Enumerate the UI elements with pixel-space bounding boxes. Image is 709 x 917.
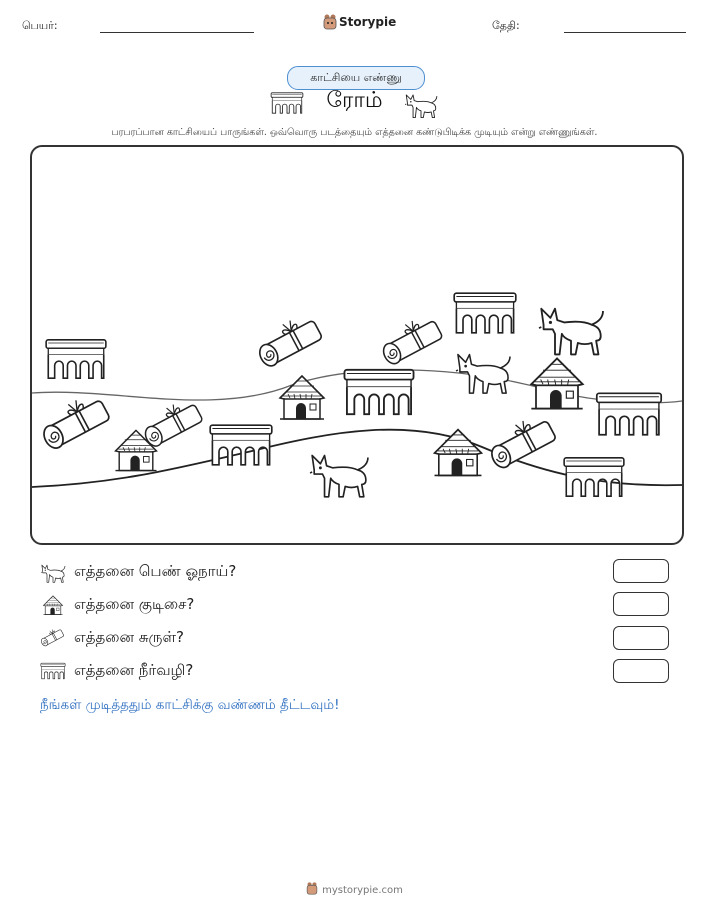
question-text: எத்தனை நீர்வழி?	[74, 661, 194, 679]
wolf	[310, 455, 368, 496]
hut	[531, 359, 582, 409]
footer-site	[0, 882, 709, 896]
hut	[435, 430, 482, 476]
site-url: mystorypie.com	[322, 885, 403, 896]
answer-box-scroll[interactable]	[613, 626, 669, 650]
scroll	[36, 390, 111, 451]
wolf-icon	[404, 88, 438, 120]
answer-box-aqueduct[interactable]	[613, 659, 669, 683]
aqueduct	[454, 293, 516, 333]
date-line[interactable]	[564, 32, 686, 33]
aqueduct	[210, 425, 272, 465]
aqueduct	[564, 458, 624, 496]
answer-box-hut[interactable]	[613, 592, 669, 616]
question-text: எத்தனை குடிசை?	[74, 595, 195, 613]
hut-icon	[40, 593, 66, 617]
aqueduct	[597, 393, 661, 434]
title-text: ரோம்	[326, 88, 383, 113]
wolf	[539, 309, 603, 355]
scroll-icon	[40, 626, 66, 650]
scroll	[376, 312, 443, 367]
storypie-logo-icon	[306, 882, 318, 895]
page-title	[0, 88, 709, 116]
wolf-icon	[40, 560, 66, 584]
coloring-note: நீங்கள் முடித்ததும் காட்சிக்கு வண்ணம் தீட்டவும்!	[40, 697, 340, 713]
name-line[interactable]	[100, 32, 254, 33]
scroll	[252, 311, 323, 369]
search-scene	[30, 145, 684, 545]
aqueduct-icon	[270, 90, 304, 116]
name-label: பெயர்:	[22, 19, 58, 32]
hut	[280, 376, 324, 419]
storypie-logo-icon	[323, 14, 337, 30]
brand-logo	[323, 13, 397, 33]
answer-box-wolf[interactable]	[613, 559, 669, 583]
aqueduct-icon	[40, 659, 66, 683]
question-text: எத்தனை சுருள்?	[74, 628, 184, 646]
brand-name: Storypie	[339, 15, 397, 29]
activity-badge: காட்சியை எண்ணு	[287, 66, 425, 90]
instructions: பரபரப்பான காட்சியைப் பாருங்கள். ஒவ்வொரு படத்தையும் எத்தனை கண்டுபிடிக்க முடியும் என்று எண்ணுங்கள்.	[111, 127, 598, 138]
scene-drawing	[32, 147, 682, 543]
aqueduct	[344, 370, 413, 414]
scroll	[138, 396, 203, 449]
question-text: எத்தனை பெண் ஓநாய்?	[74, 562, 237, 580]
aqueduct	[46, 340, 106, 378]
date-label: தேதி:	[492, 19, 520, 32]
